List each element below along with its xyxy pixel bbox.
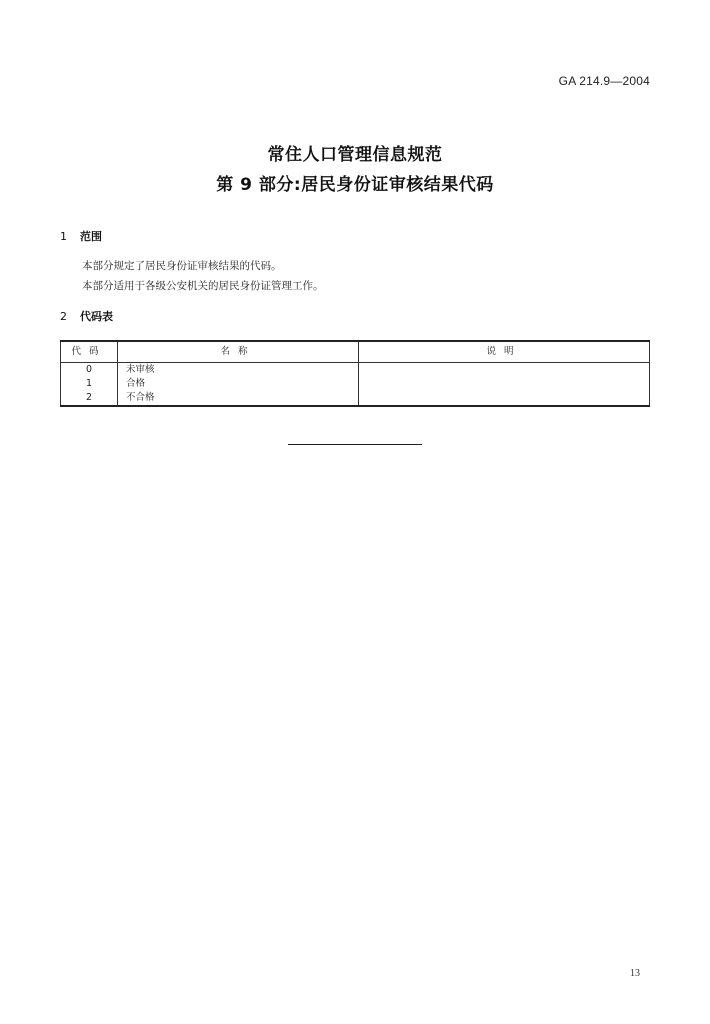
code-table [60, 340, 650, 407]
section-2-heading [60, 308, 113, 324]
document-subtitle: 第 9 部分:居民身份证审核结果代码 [216, 175, 494, 195]
section-2-title: 代码表 [80, 310, 113, 323]
header-code: 代码 [61, 341, 118, 363]
title-block [0, 140, 710, 200]
cell-desc [359, 377, 650, 391]
section-1-title: 范围 [80, 230, 102, 243]
table-row [61, 363, 650, 378]
document-code: GA 214.9—2004 [558, 74, 650, 88]
cell-code: 1 [61, 377, 118, 391]
cell-name: 合格 [118, 377, 359, 391]
section-1-paragraph-2: 本部分适用于各级公安机关的居民身份证管理工作。 [82, 280, 324, 292]
section-1-number: 1 [60, 230, 67, 243]
cell-code: 0 [61, 363, 118, 378]
section-1-heading [60, 228, 102, 244]
header-name: 名称 [118, 341, 359, 363]
table-header-row [61, 341, 650, 363]
cell-name: 不合格 [118, 391, 359, 406]
table-row [61, 391, 650, 406]
document-title: 常住人口管理信息规范 [267, 145, 443, 165]
section-1-paragraph-1: 本部分规定了居民身份证审核结果的代码。 [82, 260, 282, 272]
page-number: 13 [630, 968, 640, 979]
cell-desc [359, 391, 650, 406]
end-rule [288, 444, 422, 445]
section-2-number: 2 [60, 310, 67, 323]
cell-code: 2 [61, 391, 118, 406]
cell-name: 未审核 [118, 363, 359, 378]
table-row [61, 377, 650, 391]
header-desc: 说明 [359, 341, 650, 363]
cell-desc [359, 363, 650, 378]
